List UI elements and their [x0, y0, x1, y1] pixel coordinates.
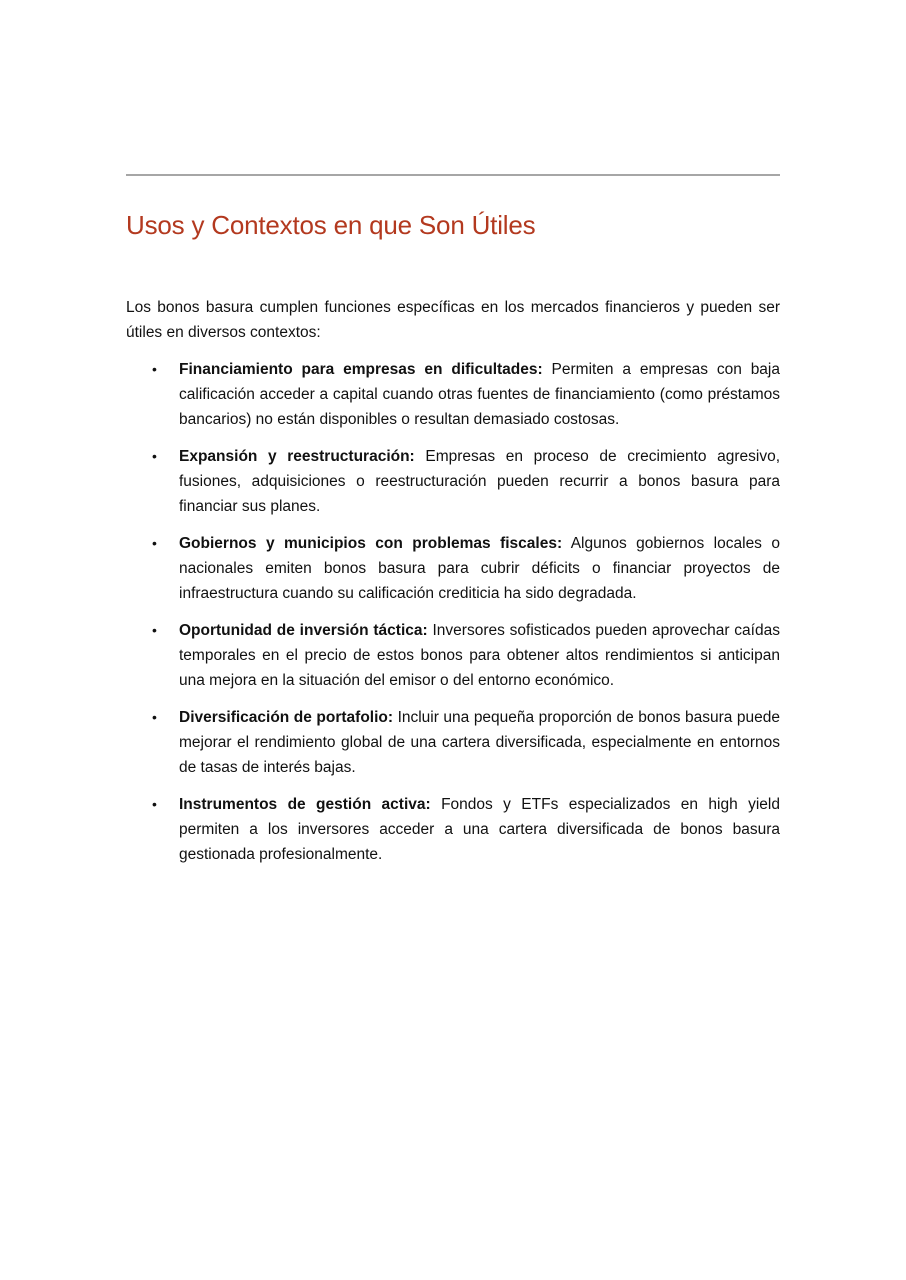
list-item — [152, 357, 780, 432]
item-term: Gobiernos y municipios con problemas fiscales: — [179, 535, 563, 552]
bullet-icon: • — [152, 448, 157, 464]
list-item — [152, 618, 780, 693]
item-text: Algunos gobiernos locales o nacionales emiten bonos basura para cubrir déficits o financiar proyectos de infraestructura cuando su calificación crediticia ha sido degradada. — [179, 535, 780, 602]
item-text: Incluir una pequeña proporción de bonos basura puede mejorar el rendimiento global de una cartera diversificada, especialmente en entornos de tasas de interés bajas. — [179, 709, 780, 776]
bullet-icon: • — [152, 535, 157, 551]
bullet-icon: • — [152, 709, 157, 725]
item-term: Oportunidad de inversión táctica: — [179, 622, 428, 639]
item-term: Diversificación de portafolio: — [179, 709, 394, 726]
item-text: Fondos y ETFs especializados en high yield permiten a los inversores acceder a una cartera diversificada de bonos basura gestionada profesionalmente. — [179, 796, 780, 863]
horizontal-rule — [126, 174, 780, 176]
intro-paragraph: Los bonos basura cumplen funciones específicas en los mercados financieros y pueden ser útiles en diversos contextos: — [126, 299, 780, 341]
item-text: Inversores sofisticados pueden aprovechar caídas temporales en el precio de estos bonos para obtener altos rendimientos si anticipan una mejora en la situación del emisor o del entorno económico. — [179, 622, 780, 689]
uses-list — [152, 357, 781, 879]
list-item — [152, 705, 780, 780]
bullet-icon: • — [152, 622, 157, 638]
item-term: Expansión y reestructuración: — [179, 448, 415, 465]
item-term: Instrumentos de gestión activa: — [179, 796, 431, 813]
item-term: Financiamiento para empresas en dificultades: — [179, 361, 543, 378]
list-item — [152, 792, 780, 867]
bullet-icon: • — [152, 796, 157, 812]
section-heading: Usos y Contextos en que Son Útiles — [126, 210, 536, 240]
list-item — [152, 444, 781, 519]
item-text: Permiten a empresas con baja calificación acceder a capital cuando otras fuentes de financiamiento (como préstamos bancarios) no están disponibles o resultan demasiado costosas. — [179, 361, 780, 428]
bullet-icon: • — [152, 361, 157, 377]
list-item — [152, 531, 780, 606]
item-text: Empresas en proceso de crecimiento agresivo, fusiones, adquisiciones o reestructuración pueden recurrir a bonos basura para financiar sus planes. — [179, 448, 781, 515]
